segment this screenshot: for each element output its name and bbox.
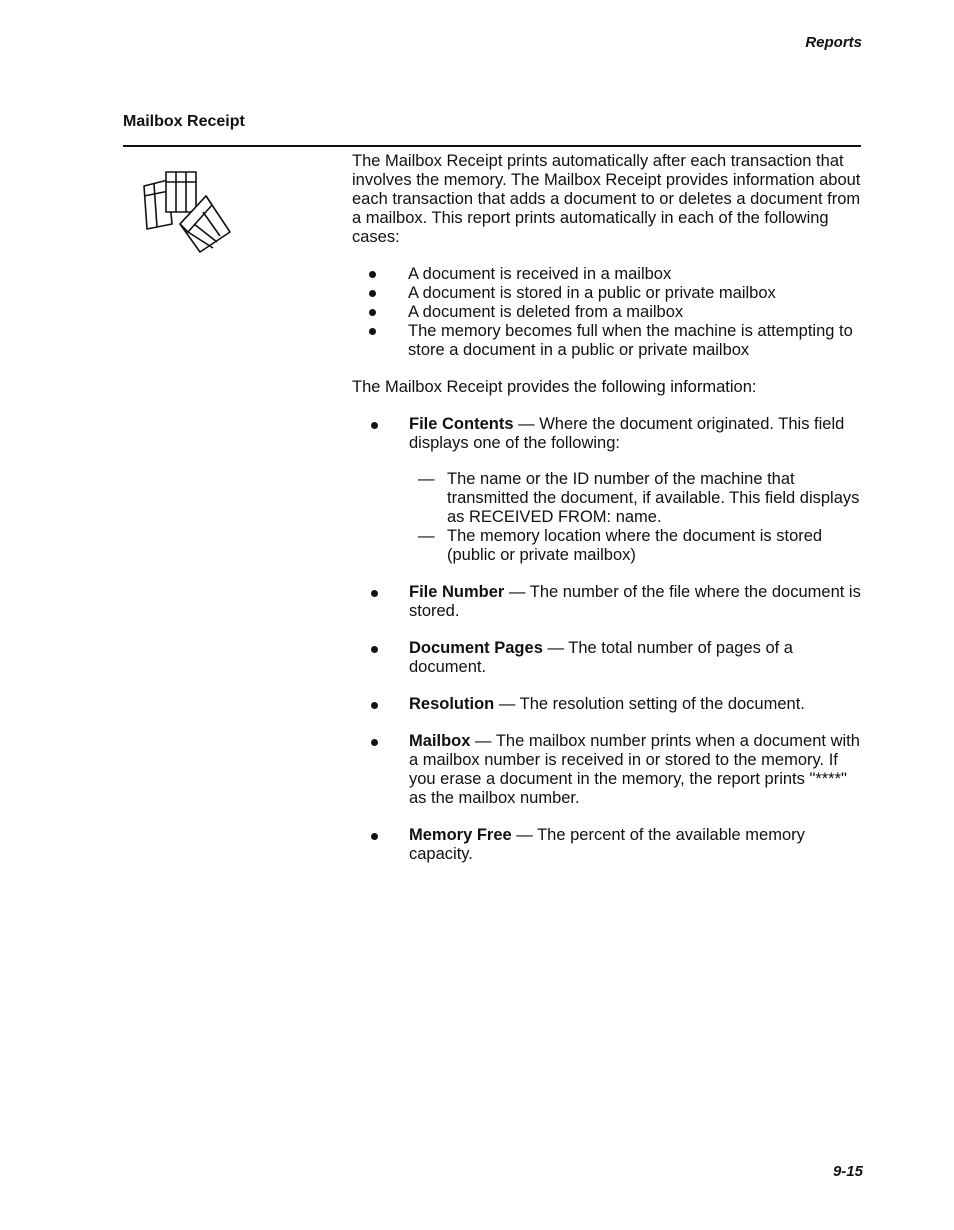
field-item-mailbox — [352, 732, 864, 808]
list-item-text: The memory becomes full when the machine is attempting to store a document in a public or private mailbox — [408, 322, 853, 359]
field-description: The total number of pages of a document. — [409, 639, 793, 676]
field-separator: — — [513, 415, 540, 433]
field-item-document-pages — [352, 639, 864, 677]
main-content — [352, 152, 864, 882]
bullet-icon — [369, 309, 376, 316]
field-term: File Contents — [409, 415, 514, 433]
intro-paragraph: The Mailbox Receipt prints automatically after each transaction that involves the memory. The Mailbox Receipt provides information about each transaction that adds a document to or deletes a document from a mailbox. This report prints automatically in each of the following cases: — [352, 152, 861, 246]
mailbox-documents-icon — [138, 166, 233, 256]
bullet-icon — [371, 702, 378, 709]
sub-item-text: The memory location where the document is stored (public or private mailbox) — [447, 527, 823, 564]
field-term: File Number — [409, 583, 505, 601]
field-description: The mailbox number prints when a document with a mailbox number is received in or stored to the memory. If you erase a document in the memory, the report prints "****" as the mailbox number. — [409, 732, 860, 807]
list-item-text: A document is stored in a public or private mailbox — [408, 284, 776, 302]
field-separator: — — [511, 826, 538, 844]
fields-list — [352, 415, 864, 864]
field-term: Document Pages — [409, 639, 543, 657]
field-description: The percent of the available memory capacity. — [409, 826, 805, 863]
list-item — [352, 322, 864, 360]
page-number: 9-15 — [832, 1163, 863, 1180]
list-item — [352, 303, 864, 322]
bullet-icon — [369, 290, 376, 297]
sub-item-text: The name or the ID number of the machine that transmitted the document, if available. This field displays as RECEIVED FROM: name. — [447, 470, 860, 526]
dash-marker: — — [418, 470, 435, 488]
field-item-resolution — [352, 695, 864, 714]
list-item-text: A document is deleted from a mailbox — [408, 303, 684, 321]
cases-list — [352, 265, 864, 360]
section-divider — [123, 145, 861, 147]
field-description: The number of the file where the document is stored. — [409, 583, 861, 620]
field-item-file-number — [352, 583, 864, 621]
sub-list-item — [409, 527, 864, 565]
sub-list-item — [409, 470, 864, 527]
bullet-icon — [371, 646, 378, 653]
field-item-memory-free — [352, 826, 864, 864]
section-title: Mailbox Receipt — [123, 113, 245, 130]
dash-marker: — — [418, 527, 435, 545]
list-item — [352, 284, 864, 303]
bullet-icon — [371, 590, 378, 597]
field-term: Mailbox — [409, 732, 471, 750]
info-intro: The Mailbox Receipt provides the following information: — [352, 378, 757, 396]
field-description: Where the document originated. This field displays one of the following: — [409, 415, 845, 452]
field-description: The resolution setting of the document. — [519, 695, 805, 713]
bullet-icon — [369, 328, 376, 335]
field-separator: — — [504, 583, 530, 601]
bullet-icon — [371, 833, 378, 840]
list-item-text: A document is received in a mailbox — [408, 265, 672, 283]
list-item — [352, 265, 864, 284]
bullet-icon — [371, 422, 378, 429]
field-term: Resolution — [409, 695, 495, 713]
field-separator: — — [470, 732, 496, 750]
field-item-file-contents — [352, 415, 864, 565]
bullet-icon — [371, 739, 378, 746]
field-separator: — — [494, 695, 520, 713]
sub-list — [409, 470, 864, 565]
field-separator: — — [542, 639, 569, 657]
running-header: Reports — [805, 34, 862, 51]
field-term: Memory Free — [409, 826, 512, 844]
bullet-icon — [369, 271, 376, 278]
